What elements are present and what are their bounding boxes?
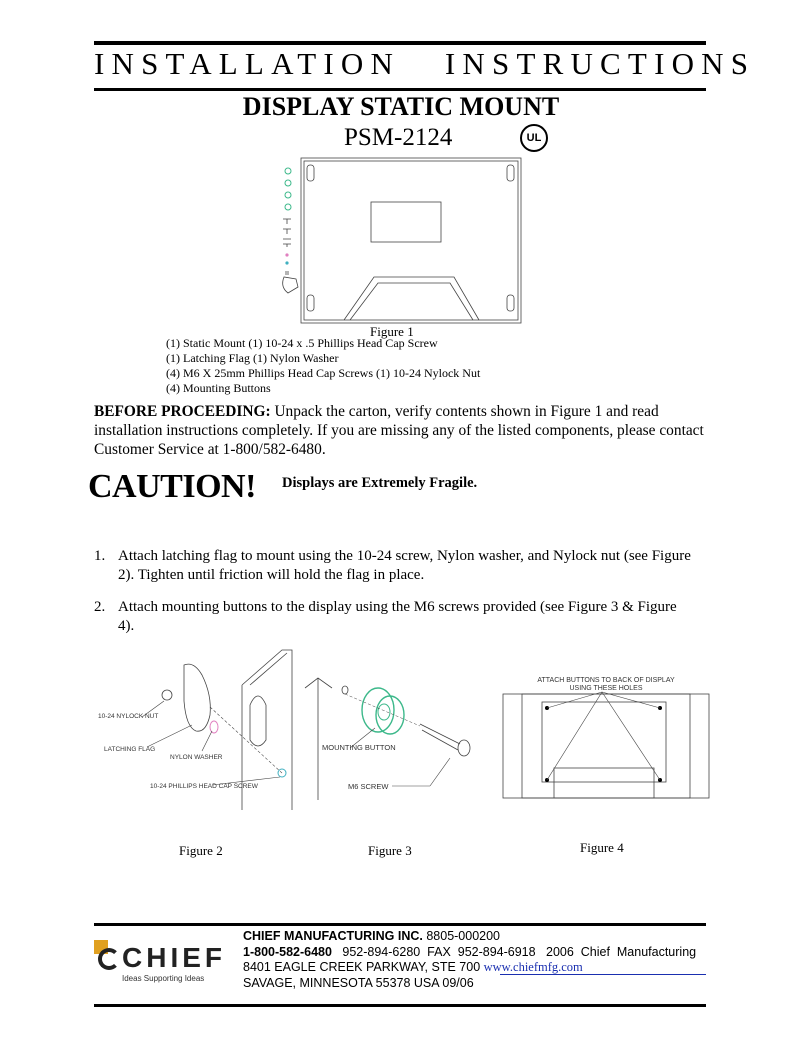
phone-fax: 952-894-6280 FAX 952-894-6918 2006 Chief Manufacturing — [331, 945, 697, 959]
before-proceeding-label: BEFORE PROCEEDING: — [94, 403, 271, 420]
parts-list-item: (4) Mounting Buttons — [166, 381, 271, 395]
fig2-screw-label: 10-24 PHILLIPS HEAD CAP SCREW — [150, 783, 258, 790]
footer-line-address — [243, 960, 583, 975]
fig4-label-line2: USING THESE HOLES — [569, 685, 643, 692]
figure2-latching-flag-drawing — [92, 645, 297, 810]
fig3-screw-label: M6 SCREW — [348, 782, 389, 791]
fig2-washer-label: NYLON WASHER — [170, 754, 223, 761]
website-underline — [500, 974, 706, 975]
title-rule — [94, 88, 706, 91]
before-proceeding-paragraph — [94, 402, 714, 459]
figure3-mounting-button-drawing — [300, 670, 480, 800]
step-2 — [94, 598, 694, 636]
top-rule — [94, 41, 706, 45]
parts-list-item: (1) Latching Flag (1) Nylon Washer — [166, 351, 339, 365]
model-number: PSM-2124 — [344, 124, 453, 151]
step-number: 1. — [94, 548, 106, 564]
caution-heading: CAUTION! — [88, 468, 256, 505]
figure4-caption: Figure 4 — [580, 840, 624, 855]
figure4-display-back-drawing — [502, 670, 710, 800]
ul-listed-icon: UL — [520, 124, 548, 152]
step-text: Attach latching flag to mount using the 10-24 screw, Nylon washer, and Nylock nut (see Figure 2). Tighten until friction will hold the flag in place. — [118, 548, 691, 583]
street-address: 8401 EAGLE CREEK PARKWAY, STE 700 — [243, 960, 484, 974]
step-1 — [94, 547, 694, 585]
fig2-flag-label: LATCHING FLAG — [104, 746, 156, 753]
company-name: CHIEF MANUFACTURING INC. — [243, 929, 423, 943]
footer-bottom-rule — [94, 1004, 706, 1007]
toll-free-phone: 1-800-582-6480 — [243, 945, 332, 959]
footer-line-phone — [243, 945, 696, 959]
chief-logo — [94, 940, 234, 988]
logo-tagline: Ideas Supporting Ideas — [122, 974, 205, 983]
logo-c-icon — [98, 948, 120, 970]
fig2-nut-label: 10-24 NYLOCK NUT — [98, 713, 159, 720]
product-title: DISPLAY STATIC MOUNT — [242, 92, 560, 121]
parts-list-item: (1) Static Mount (1) 10-24 x .5 Phillips Head Cap Screw — [166, 336, 438, 350]
before-proceeding-text: Unpack the carton, verify contents shown in Figure 1 and read installation instructions completely. If you are missing any of the listed components, please contact Customer Service at 1-800/582-6480. — [94, 403, 704, 458]
caution-text: Displays are Extremely Fragile. — [282, 475, 478, 491]
doc-number: 8805-000200 — [422, 929, 501, 943]
footer-top-rule — [94, 923, 706, 926]
parts-list-item: (4) M6 X 25mm Phillips Head Cap Screws (1) 10-24 Nylock Nut — [166, 366, 481, 380]
figure3-caption: Figure 3 — [368, 843, 412, 858]
document-title: INSTALLATION INSTRUCTIONS — [94, 46, 756, 81]
step-text: Attach mounting buttons to the display using the M6 screws provided (see Figure 3 & Figure 4). — [118, 599, 677, 634]
footer-line-company — [243, 929, 500, 943]
footer-line-city: SAVAGE, MINNESOTA 55378 USA 09/06 — [243, 976, 474, 990]
step-number: 2. — [94, 599, 106, 615]
figure1-mount-drawing — [274, 157, 524, 325]
figure1-caption: Figure 1 — [370, 324, 414, 339]
website-link[interactable]: www.chiefmfg.com — [483, 960, 583, 974]
fig3-button-label: MOUNTING BUTTON — [322, 743, 396, 752]
logo-wordmark: CHIEF — [122, 942, 226, 973]
fig4-label-line1: ATTACH BUTTONS TO BACK OF DISPLAY — [537, 677, 675, 684]
figure2-caption: Figure 2 — [179, 843, 223, 858]
